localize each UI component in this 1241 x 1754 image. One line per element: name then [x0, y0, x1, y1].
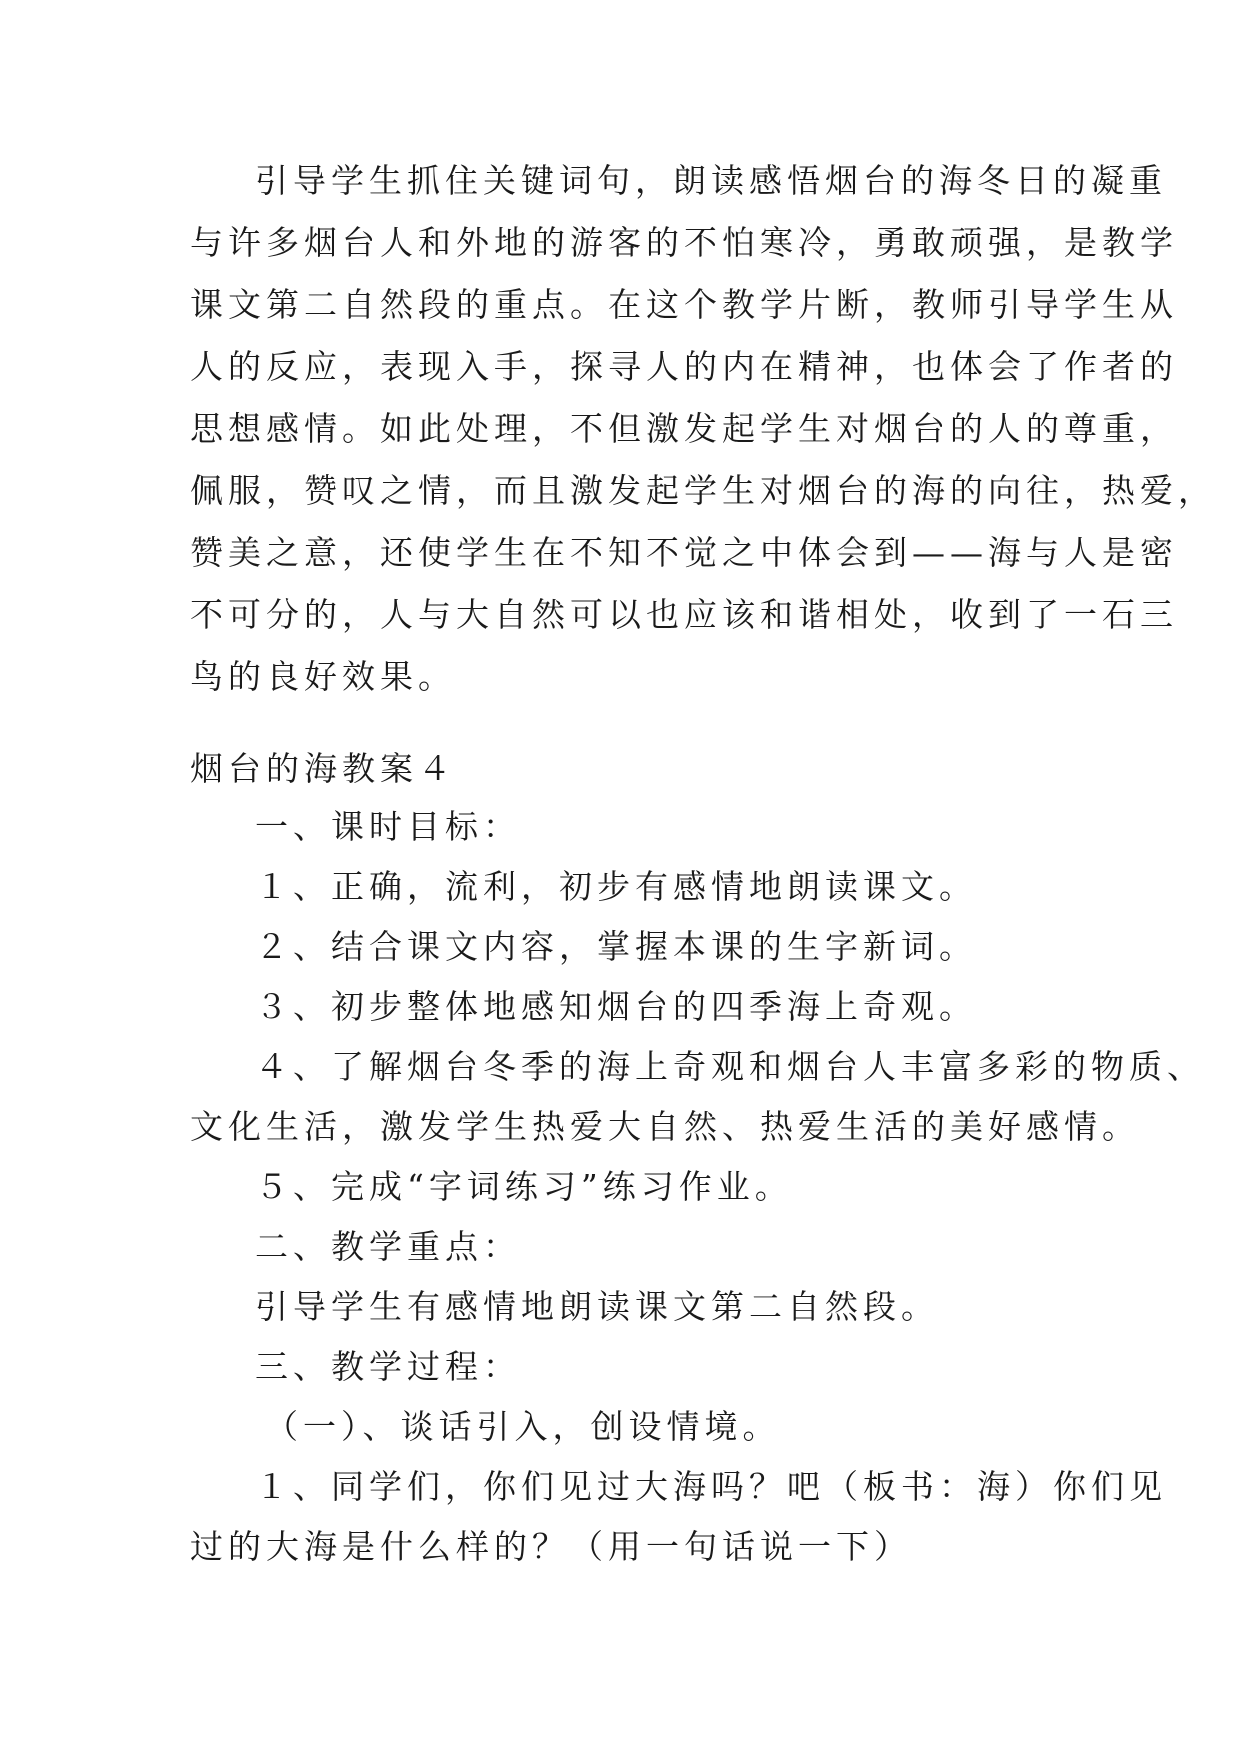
focus-heading: 二、教学重点： [255, 1227, 521, 1266]
intro-line: 思想感情。如此处理，不但激发起学生对烟台的人的尊重， [190, 409, 1178, 448]
intro-line: 引导学生抓住关键词句，朗读感悟烟台的海冬日的凝重 [255, 161, 1167, 200]
goal-item-4-line-1: ４、了解烟台冬季的海上奇观和烟台人丰富多彩的物质、 [255, 1047, 1205, 1086]
section-title: 烟台的海教案４ [190, 749, 456, 788]
process-step-1: （一）、谈话引入，创设情境。 [265, 1407, 781, 1446]
process-question-1-line-1: １、同学们，你们见过大海吗？吧（板书：海）你们见 [255, 1467, 1167, 1506]
process-heading: 三、教学过程： [255, 1347, 521, 1386]
intro-line: 赞美之意，还使学生在不知不觉之中体会到——海与人是密 [190, 533, 1178, 572]
goals-heading: 一、课时目标： [255, 807, 521, 846]
intro-line: 与许多烟台人和外地的游客的不怕寒冷，勇敢顽强，是教学 [190, 223, 1178, 262]
goal-item-2: ２、结合课文内容，掌握本课的生字新词。 [255, 927, 977, 966]
goal-item-3: ３、初步整体地感知烟台的四季海上奇观。 [255, 987, 977, 1026]
focus-text: 引导学生有感情地朗读课文第二自然段。 [255, 1287, 939, 1326]
process-question-1-line-2: 过的大海是什么样的？（用一句话说一下） [190, 1527, 912, 1566]
intro-line: 鸟的良好效果。 [190, 657, 456, 696]
intro-line: 不可分的，人与大自然可以也应该和谐相处，收到了一石三 [190, 595, 1178, 634]
intro-line: 课文第二自然段的重点。在这个教学片断，教师引导学生从 [190, 285, 1178, 324]
goal-item-4-line-2: 文化生活，激发学生热爱大自然、热爱生活的美好感情。 [190, 1107, 1140, 1146]
goal-item-1: １、正确，流利，初步有感情地朗读课文。 [255, 867, 977, 906]
goal-item-5: ５、完成“字词练习”练习作业。 [255, 1167, 793, 1206]
intro-line: 人的反应，表现入手，探寻人的内在精神，也体会了作者的 [190, 347, 1178, 386]
intro-line: 佩服，赞叹之情，而且激发起学生对烟台的海的向往，热爱， [190, 471, 1216, 510]
intro-paragraph [190, 150, 1216, 708]
